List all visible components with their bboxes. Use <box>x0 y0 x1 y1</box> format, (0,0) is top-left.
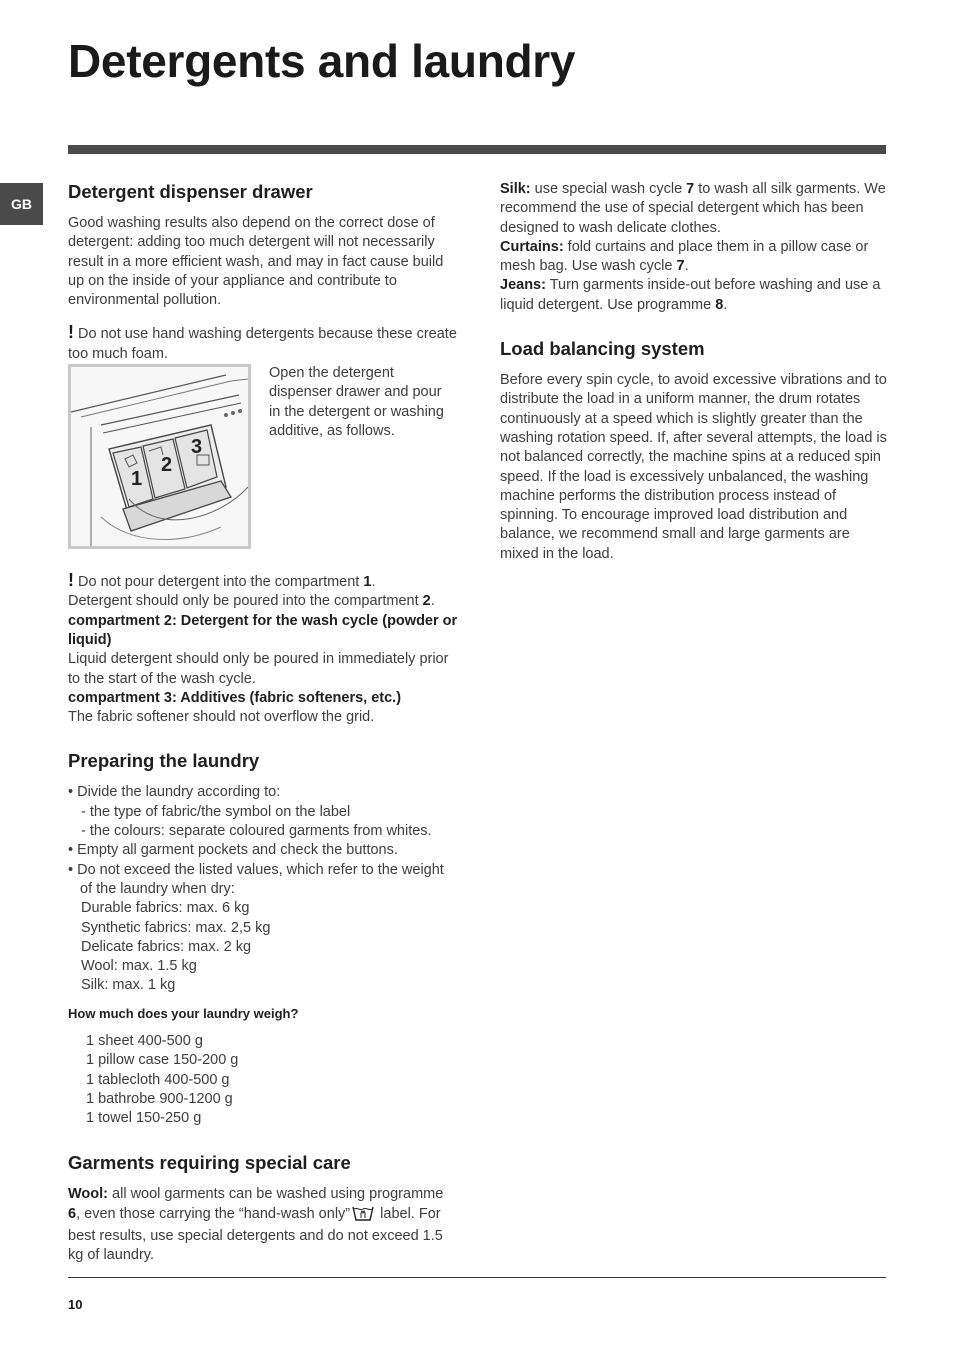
weigh-heading: How much does your laundry weigh? <box>68 1005 299 1021</box>
weight-item: 1 tablecloth 400-500 g <box>86 1071 230 1088</box>
section-heading-preparing: Preparing the laundry <box>68 750 260 772</box>
limit-delicate: Delicate fabrics: max. 2 kg <box>81 938 252 955</box>
warning-icon: ! <box>68 322 74 343</box>
bullet-weight-limits: • Do not exceed the listed values, which refer to the weight of the laundry when dry: <box>68 861 444 897</box>
footer-rule <box>68 1277 886 1278</box>
bullet-pockets: • Empty all garment pockets and check the buttons. <box>68 842 398 859</box>
title-rule <box>68 145 886 154</box>
compartment-3-heading: compartment 3: Additives (fabric softeners, etc.) <box>68 689 402 706</box>
compartment-label-1: 1 <box>131 468 143 491</box>
jeans-paragraph: Jeans: Turn garments inside-out before washing and use a liquid detergent. Use programme 8. <box>500 277 881 313</box>
weight-item: 1 sheet 400-500 g <box>86 1033 203 1050</box>
language-tab: GB <box>0 183 43 225</box>
wool-paragraph: Wool: all wool garments can be washed using programme 6, even those carrying the “hand-wash only” label. For best results, use special detergents and do not exceed 1.5 kg of laundry. <box>68 1185 444 1264</box>
limit-durable: Durable fabrics: max. 6 kg <box>81 900 250 917</box>
left-column <box>68 180 458 1266</box>
page-number: 10 <box>68 1297 83 1312</box>
figure-caption: Open the detergent dispenser drawer and pour in the detergent or washing additive, as follows. <box>269 365 444 439</box>
section-heading-load-balancing: Load balancing system <box>500 338 705 360</box>
warning-handwash: ! Do not use hand washing detergents because these create too much foam. <box>68 322 457 362</box>
hand-wash-icon <box>352 1204 374 1227</box>
sub-fabric-type: - the type of fabric/the symbol on the label <box>81 803 351 820</box>
limit-synthetic: Synthetic fabrics: max. 2,5 kg <box>81 919 271 936</box>
drawer-illustration <box>68 364 251 549</box>
silk-paragraph: Silk: use special wash cycle 7 to wash all silk garments. We recommend the use of special detergent which has been designed to wash delicate clothes. <box>500 181 886 236</box>
curtains-paragraph: Curtains: fold curtains and place them in a pillow case or mesh bag. Use wash cycle 7. <box>500 238 869 275</box>
limit-wool: Wool: max. 1.5 kg <box>81 958 197 975</box>
warning-icon: ! <box>68 570 74 591</box>
dispenser-drawer-image <box>71 367 248 546</box>
warning-compartment-1: ! Do not pour detergent into the compartment 1. <box>68 570 376 591</box>
section-heading-special-care: Garments requiring special care <box>68 1151 351 1173</box>
compartment-2-text: Liquid detergent should only be poured in immediately prior to the start of the wash cycle. <box>68 651 449 687</box>
section-heading-detergent-drawer: Detergent dispenser drawer <box>68 181 313 202</box>
weight-item: 1 towel 150-250 g <box>86 1110 202 1127</box>
compartment-3-text: The fabric softener should not overflow the grid. <box>68 709 375 726</box>
weights-list <box>68 1032 458 1128</box>
compartment-2-note: Detergent should only be poured into the compartment 2. <box>68 593 435 610</box>
compartment-label-3: 3 <box>191 436 203 459</box>
load-balancing-text: Before every spin cycle, to avoid excessive vibrations and to distribute the load in a uniform manner, the drum rotates continuously at a speed which is slightly greater than the washing rotation speed. If, after several attempts, the load is not balanced correctly, the machine spins at a reduced spin speed. If the load is excessively unbalanced, the washing machine performs the distribution process instead of spinning. To encourage improved load distribution and balance, we recommend small and large garments are mixed in the load. <box>500 372 887 562</box>
sub-colours: - the colours: separate coloured garments from whites. <box>81 823 432 840</box>
weight-item: 1 bathrobe 900-1200 g <box>86 1090 233 1107</box>
page-title: Detergents and laundry <box>68 35 576 87</box>
compartment-label-2: 2 <box>161 454 173 477</box>
drawer-intro: Good washing results also depend on the correct dose of detergent: adding too much detergent will not necessarily result in a more efficient wash, and may in fact cause build up on the inside of your appliance and contribute to environmental pollution. <box>68 215 444 309</box>
compartment-2-heading: compartment 2: Detergent for the wash cycle (powder or liquid) <box>68 612 458 648</box>
drawer-figure-row <box>68 364 458 549</box>
bullet-divide: • Divide the laundry according to: <box>68 784 281 801</box>
weight-item: 1 pillow case 150-200 g <box>86 1052 239 1069</box>
limit-silk: Silk: max. 1 kg <box>81 977 176 994</box>
right-column <box>500 180 890 564</box>
